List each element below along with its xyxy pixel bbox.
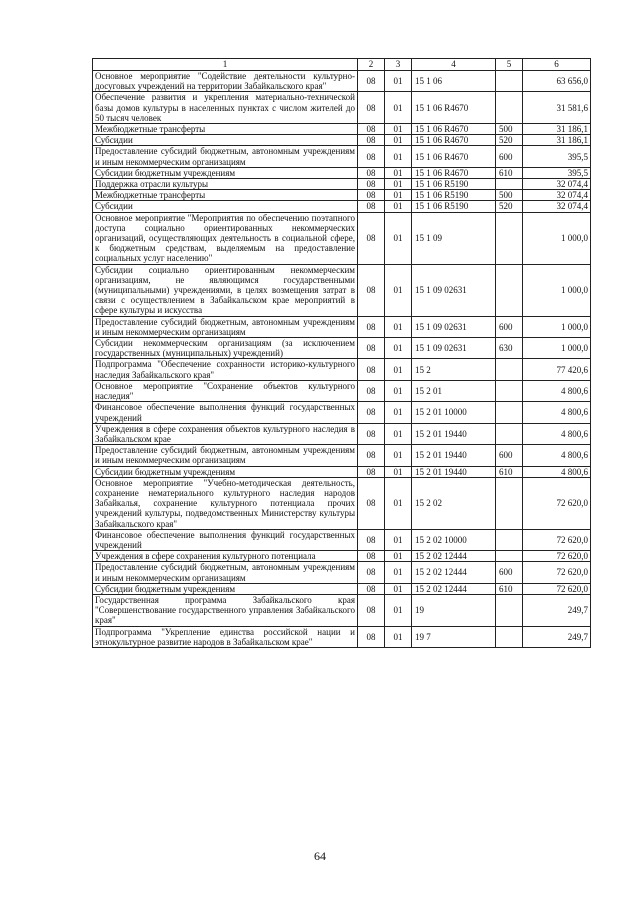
row-name: Субсидии бюджетным учреждениям [93, 466, 358, 477]
row-subsection: 01 [385, 626, 412, 647]
table-row [93, 212, 591, 264]
row-name: Государственная программа Забайкальского края "Совершенствование государственного управления Забайкальского края" [93, 594, 358, 626]
row-subsection: 01 [385, 551, 412, 562]
row-subsection: 01 [385, 445, 412, 466]
row-target-code: 15 1 06 R4670 [412, 135, 496, 146]
row-expense-type: 600 [496, 562, 523, 583]
table-row [93, 529, 591, 550]
row-expense-type: 600 [496, 316, 523, 337]
row-expense-type [496, 380, 523, 401]
row-amount: 249,7 [523, 594, 591, 626]
row-section: 08 [358, 179, 385, 190]
table-row [93, 359, 591, 380]
row-section: 08 [358, 338, 385, 359]
table-row [93, 380, 591, 401]
row-expense-type: 630 [496, 338, 523, 359]
row-section: 08 [358, 583, 385, 594]
row-amount: 72 620,0 [523, 562, 591, 583]
row-name: Предоставление субсидий бюджетным, автономным учреждениям и иным некоммерческим организациям [93, 445, 358, 466]
table-row [93, 466, 591, 477]
row-amount: 72 620,0 [523, 551, 591, 562]
row-section: 08 [358, 380, 385, 401]
row-amount: 32 074,4 [523, 190, 591, 201]
row-amount: 72 620,0 [523, 583, 591, 594]
table-row [93, 445, 591, 466]
row-name: Поддержка отрасли культуры [93, 179, 358, 190]
row-expense-type [496, 212, 523, 264]
budget-table-page [92, 58, 590, 648]
row-expense-type [496, 529, 523, 550]
row-amount: 1 000,0 [523, 212, 591, 264]
row-amount: 32 074,4 [523, 201, 591, 212]
row-name: Основное мероприятие "Учебно-методическая деятельность, сохранение нематериального культурного наследия народов Забайкалья, сохранение культурного потенциала прочих учреждений культуры, подведомственных Министерству культуры Забайкальского края" [93, 477, 358, 529]
row-name: Финансовое обеспечение выполнения функций государственных учреждений [93, 402, 358, 423]
row-section: 08 [358, 359, 385, 380]
row-amount: 395,5 [523, 146, 591, 167]
row-section: 08 [358, 477, 385, 529]
row-amount: 4 800,6 [523, 402, 591, 423]
header-col-3: 3 [385, 59, 412, 71]
row-expense-type [496, 477, 523, 529]
row-name: Субсидии бюджетным учреждениям [93, 583, 358, 594]
header-col-1: 1 [93, 59, 358, 71]
table-row [93, 124, 591, 135]
row-name: Учреждения в сфере сохранения объектов культурного наследия в Забайкальском крае [93, 423, 358, 444]
row-amount: 31 186,1 [523, 135, 591, 146]
row-expense-type [496, 71, 523, 92]
row-target-code: 15 2 02 12444 [412, 583, 496, 594]
row-section: 08 [358, 92, 385, 124]
row-target-code: 15 2 01 19440 [412, 445, 496, 466]
row-expense-type: 600 [496, 445, 523, 466]
row-expense-type [496, 402, 523, 423]
budget-table [92, 58, 591, 648]
row-section: 08 [358, 167, 385, 178]
row-target-code: 19 [412, 594, 496, 626]
row-section: 08 [358, 146, 385, 167]
row-section: 08 [358, 212, 385, 264]
row-target-code: 15 1 06 R5190 [412, 190, 496, 201]
row-amount: 72 620,0 [523, 529, 591, 550]
row-section: 08 [358, 124, 385, 135]
row-name: Подпрограмма "Обеспечение сохранности историко-культурного наследия Забайкальского края" [93, 359, 358, 380]
row-amount: 4 800,6 [523, 423, 591, 444]
row-target-code: 15 1 06 R5190 [412, 179, 496, 190]
row-target-code: 15 2 01 19440 [412, 423, 496, 444]
table-body [93, 71, 591, 648]
header-col-6: 6 [523, 59, 591, 71]
row-target-code: 15 2 [412, 359, 496, 380]
row-amount: 4 800,6 [523, 445, 591, 466]
row-amount: 395,5 [523, 167, 591, 178]
row-section: 08 [358, 423, 385, 444]
row-subsection: 01 [385, 338, 412, 359]
row-expense-type: 520 [496, 201, 523, 212]
row-expense-type: 610 [496, 466, 523, 477]
row-expense-type: 600 [496, 146, 523, 167]
row-expense-type [496, 423, 523, 444]
row-section: 08 [358, 201, 385, 212]
row-name: Субсидии бюджетным учреждениям [93, 167, 358, 178]
table-row [93, 135, 591, 146]
row-expense-type [496, 179, 523, 190]
row-target-code: 15 1 06 R4670 [412, 167, 496, 178]
row-name: Предоставление субсидий бюджетным, автономным учреждениям и иным некоммерческим организациям [93, 316, 358, 337]
row-expense-type [496, 264, 523, 316]
row-subsection: 01 [385, 264, 412, 316]
table-row [93, 71, 591, 92]
row-target-code: 15 1 09 [412, 212, 496, 264]
header-col-4: 4 [412, 59, 496, 71]
row-name: Субсидии [93, 201, 358, 212]
row-amount: 77 420,6 [523, 359, 591, 380]
row-expense-type: 500 [496, 190, 523, 201]
row-section: 08 [358, 135, 385, 146]
row-expense-type [496, 359, 523, 380]
row-name: Основное мероприятие "Содействие деятельности культурно-досуговых учреждений на территории Забайкальского края" [93, 71, 358, 92]
table-row [93, 92, 591, 124]
row-expense-type: 610 [496, 583, 523, 594]
row-subsection: 01 [385, 477, 412, 529]
row-amount: 249,7 [523, 626, 591, 647]
table-header-row [93, 59, 591, 71]
table-row [93, 551, 591, 562]
row-subsection: 01 [385, 529, 412, 550]
row-target-code: 15 2 01 10000 [412, 402, 496, 423]
row-section: 08 [358, 71, 385, 92]
row-subsection: 01 [385, 92, 412, 124]
row-name: Финансовое обеспечение выполнения функций государственных учреждений [93, 529, 358, 550]
row-section: 08 [358, 466, 385, 477]
row-subsection: 01 [385, 71, 412, 92]
row-target-code: 15 1 09 02631 [412, 338, 496, 359]
table-row [93, 167, 591, 178]
row-subsection: 01 [385, 380, 412, 401]
row-name: Подпрограмма "Укрепление единства российской нации и этнокультурное развитие народов в Забайкальском крае" [93, 626, 358, 647]
row-subsection: 01 [385, 167, 412, 178]
table-row [93, 316, 591, 337]
row-amount: 1 000,0 [523, 264, 591, 316]
table-row [93, 190, 591, 201]
row-name: Субсидии социально ориентированным некоммерческим организациям, не являющимся государственными (муниципальными) учреждениями, в целях возмещения затрат в связи с осуществлением в Забайкальском крае мероприятий в сфере культуры и искусства [93, 264, 358, 316]
row-name: Учреждения в сфере сохранения культурного потенциала [93, 551, 358, 562]
row-subsection: 01 [385, 583, 412, 594]
row-subsection: 01 [385, 124, 412, 135]
table-row [93, 146, 591, 167]
row-section: 08 [358, 626, 385, 647]
row-subsection: 01 [385, 201, 412, 212]
row-target-code: 15 1 06 R4670 [412, 146, 496, 167]
row-section: 08 [358, 529, 385, 550]
table-row [93, 264, 591, 316]
row-target-code: 15 1 09 02631 [412, 316, 496, 337]
row-section: 08 [358, 190, 385, 201]
row-target-code: 15 2 02 [412, 477, 496, 529]
row-section: 08 [358, 316, 385, 337]
row-section: 08 [358, 402, 385, 423]
header-col-2: 2 [358, 59, 385, 71]
row-section: 08 [358, 445, 385, 466]
row-expense-type [496, 594, 523, 626]
row-subsection: 01 [385, 594, 412, 626]
row-section: 08 [358, 562, 385, 583]
table-row [93, 338, 591, 359]
row-target-code: 15 1 06 R4670 [412, 124, 496, 135]
table-row [93, 179, 591, 190]
row-name: Основное мероприятие "Сохранение объектов культурного наследия" [93, 380, 358, 401]
table-row [93, 583, 591, 594]
row-section: 08 [358, 594, 385, 626]
row-expense-type: 520 [496, 135, 523, 146]
row-amount: 1 000,0 [523, 338, 591, 359]
row-amount: 4 800,6 [523, 380, 591, 401]
row-name: Предоставление субсидий бюджетным, автономным учреждениям и иным некоммерческим организациям [93, 562, 358, 583]
row-target-code: 15 2 01 19440 [412, 466, 496, 477]
row-name: Субсидии [93, 135, 358, 146]
row-subsection: 01 [385, 402, 412, 423]
row-amount: 31 581,6 [523, 92, 591, 124]
row-subsection: 01 [385, 179, 412, 190]
row-amount: 63 656,0 [523, 71, 591, 92]
table-row [93, 201, 591, 212]
row-section: 08 [358, 551, 385, 562]
table-row [93, 423, 591, 444]
table-row [93, 477, 591, 529]
table-row [93, 626, 591, 647]
row-amount: 31 186,1 [523, 124, 591, 135]
row-amount: 4 800,6 [523, 466, 591, 477]
row-subsection: 01 [385, 190, 412, 201]
row-target-code: 19 7 [412, 626, 496, 647]
row-subsection: 01 [385, 146, 412, 167]
row-name: Обеспечение развития и укрепления материально-технической базы домов культуры в населенных пунктах с числом жителей до 50 тысяч человек [93, 92, 358, 124]
row-target-code: 15 2 02 12444 [412, 562, 496, 583]
row-expense-type: 500 [496, 124, 523, 135]
table-row [93, 594, 591, 626]
page-number: 64 [314, 849, 326, 863]
row-amount: 32 074,4 [523, 179, 591, 190]
row-expense-type: 610 [496, 167, 523, 178]
row-subsection: 01 [385, 316, 412, 337]
row-target-code: 15 1 06 R5190 [412, 201, 496, 212]
row-target-code: 15 1 06 R4670 [412, 92, 496, 124]
row-subsection: 01 [385, 423, 412, 444]
row-name: Основное мероприятие "Мероприятия по обеспечению поэтапного доступа социально ориентированных некоммерческих организаций, осуществляющих деятельность в социальной сфере, к бюджетным средствам, выделяемым на предоставление социальных услуг населению" [93, 212, 358, 264]
row-target-code: 15 1 09 02631 [412, 264, 496, 316]
row-amount: 1 000,0 [523, 316, 591, 337]
header-col-5: 5 [496, 59, 523, 71]
row-subsection: 01 [385, 212, 412, 264]
row-name: Межбюджетные трансферты [93, 190, 358, 201]
row-target-code: 15 1 06 [412, 71, 496, 92]
row-expense-type [496, 551, 523, 562]
row-target-code: 15 2 02 10000 [412, 529, 496, 550]
row-amount: 72 620,0 [523, 477, 591, 529]
table-row [93, 402, 591, 423]
row-subsection: 01 [385, 562, 412, 583]
row-expense-type [496, 92, 523, 124]
row-subsection: 01 [385, 135, 412, 146]
row-target-code: 15 2 02 12444 [412, 551, 496, 562]
row-expense-type [496, 626, 523, 647]
row-subsection: 01 [385, 359, 412, 380]
row-target-code: 15 2 01 [412, 380, 496, 401]
row-section: 08 [358, 264, 385, 316]
row-name: Предоставление субсидий бюджетным, автономным учреждениям и иным некоммерческим организациям [93, 146, 358, 167]
row-name: Субсидии некоммерческим организациям (за исключением государственных (муниципальных) учреждений) [93, 338, 358, 359]
row-subsection: 01 [385, 466, 412, 477]
row-name: Межбюджетные трансферты [93, 124, 358, 135]
table-row [93, 562, 591, 583]
